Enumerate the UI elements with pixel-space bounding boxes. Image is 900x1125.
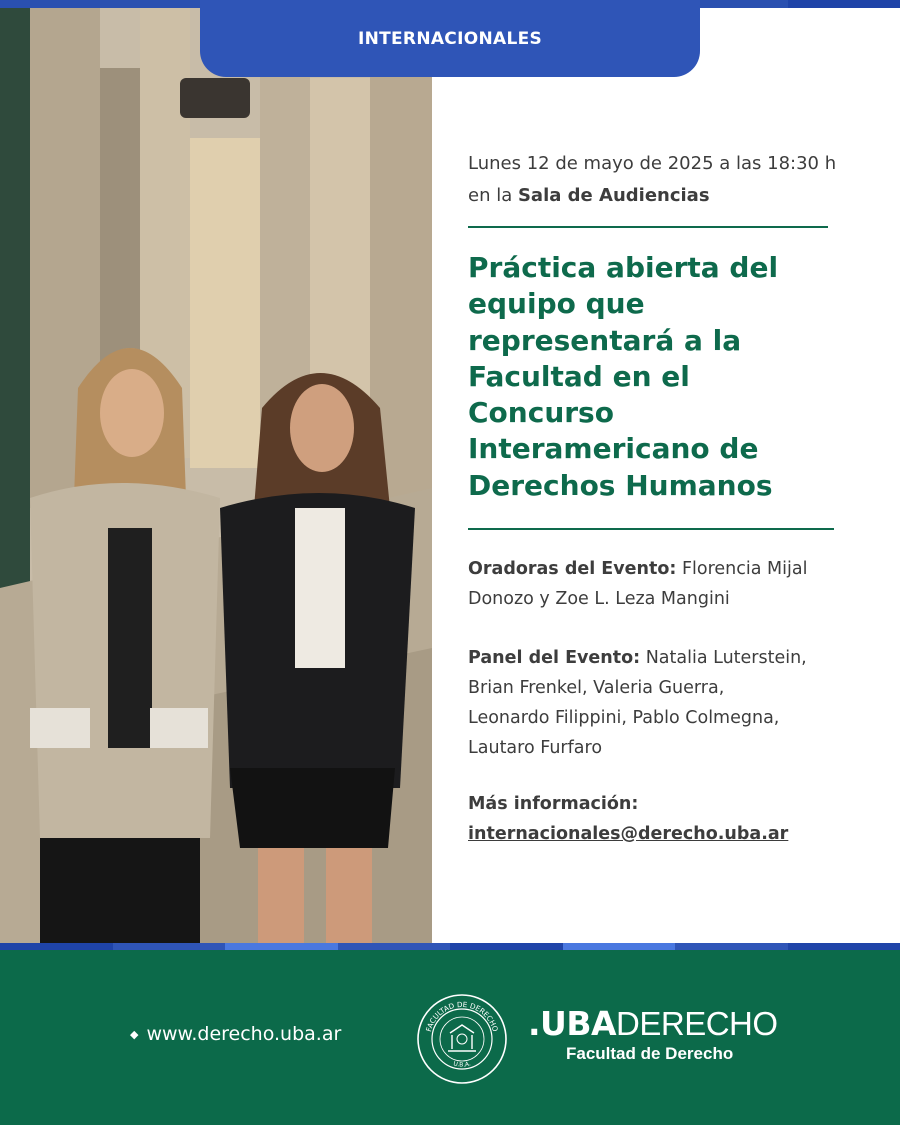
website-text: www.derecho.uba.ar	[146, 1023, 342, 1045]
title-line: Práctica abierta del	[468, 251, 779, 284]
email-link[interactable]: internacionales@derecho.uba.ar	[468, 824, 789, 844]
diamond-icon: ◆	[130, 1027, 139, 1041]
title-line: Facultad en el	[468, 359, 690, 393]
divider-bottom	[468, 528, 834, 530]
event-photo	[0, 8, 432, 943]
title-line: equipo que	[468, 287, 645, 321]
website-link[interactable]	[130, 1023, 341, 1045]
title-line: representará a la	[468, 323, 742, 357]
seal-text-top: FACULTAD DE DERECHO	[423, 999, 501, 1033]
speakers-section	[468, 554, 888, 614]
date-line: Lunes 12 de mayo de 2025 a las 18:30 h	[468, 153, 837, 174]
divider-top	[468, 226, 828, 228]
title-line: Concurso	[468, 396, 614, 430]
brand-uba: .UBA	[528, 1004, 617, 1043]
event-datetime	[468, 148, 873, 212]
more-info-section	[468, 789, 888, 849]
speakers-label: Oradoras del Evento:	[468, 559, 677, 579]
panel-names-1: Natalia Luterstein,	[640, 648, 807, 668]
brand-derecho: DERECHO	[616, 1005, 778, 1042]
speakers-names-2: Donozo y Zoe L. Leza Mangini	[468, 589, 730, 609]
panel-names-4: Lautaro Furfaro	[468, 738, 603, 758]
venue-prefix: en la	[468, 185, 518, 206]
seal-text-bottom: U.B.A.	[452, 1060, 472, 1069]
category-label: INTERNACIONALES	[357, 28, 543, 49]
panel-section	[468, 643, 888, 763]
uba-derecho-logo	[528, 1004, 778, 1064]
speakers-names-1: Florencia Mijal	[676, 559, 808, 579]
venue-name: Sala de Audiencias	[517, 185, 710, 206]
university-seal-icon	[416, 993, 508, 1085]
venue-line	[468, 180, 873, 212]
panel-names-3: Leonardo Filippini, Pablo Colmegna,	[468, 708, 780, 728]
more-info-label: Más información:	[468, 794, 639, 814]
panel-names-2: Brian Frenkel, Valeria Guerra,	[468, 678, 725, 698]
event-title	[468, 250, 888, 504]
panel-label: Panel del Evento:	[468, 648, 641, 668]
title-line: Derechos Humanos	[468, 468, 773, 502]
title-line: Interamericano de	[468, 432, 759, 466]
brand-subtitle: Facultad de Derecho	[566, 1044, 734, 1063]
bottom-color-stripe	[0, 943, 900, 950]
category-tab	[200, 0, 700, 77]
